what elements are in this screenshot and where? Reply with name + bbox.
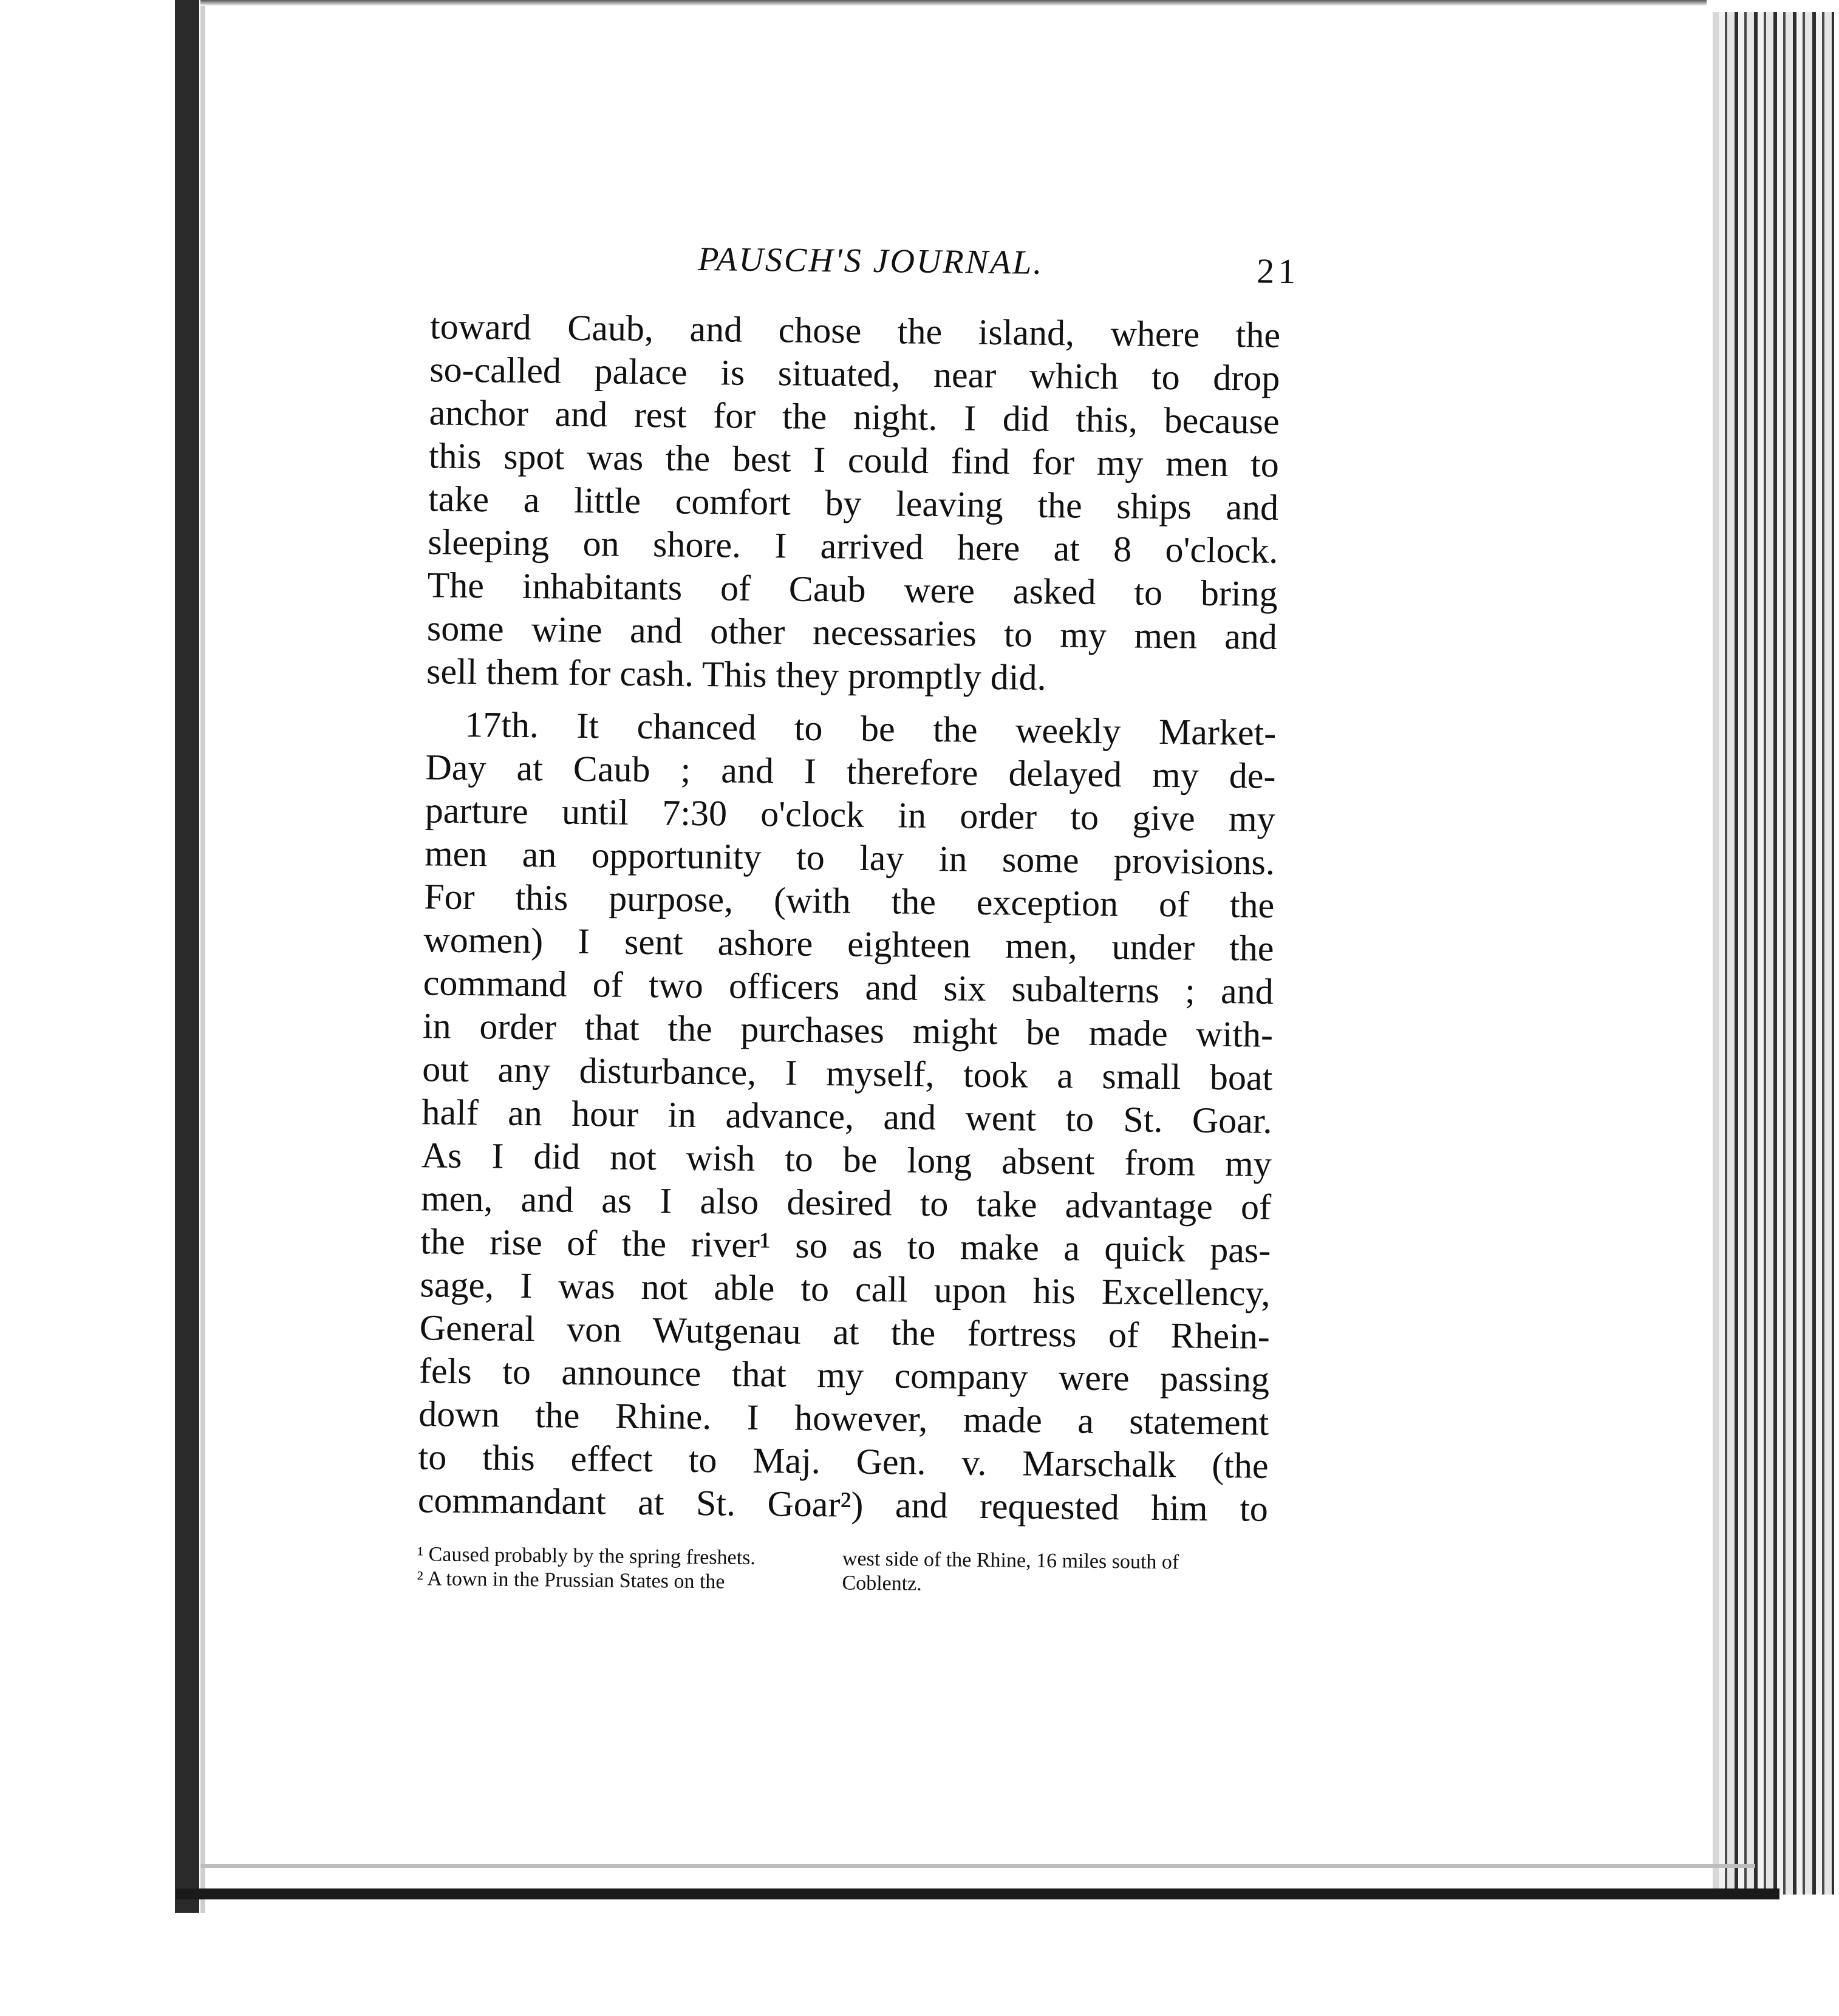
- text-line: men, and as I also desired to take advantage of: [420, 1178, 1272, 1227]
- text-line: The inhabitants of Caub were asked to bring: [427, 565, 1278, 614]
- text-line: fels to announce that my company were passing: [418, 1350, 1270, 1400]
- page-bottom-edge: [200, 1864, 1755, 1868]
- book-page: [398, 219, 1300, 1685]
- book-bottom-border: [176, 1888, 1779, 1899]
- footnotes-left-column: [417, 1542, 756, 1595]
- text-line: this spot was the best I could find for my men to: [428, 435, 1280, 485]
- binding-shadow: [175, 0, 199, 1913]
- text-line: General von Wutgenau at the fortress of Rhein-: [419, 1307, 1271, 1357]
- text-line: sleeping on shore. I arrived here at 8 o'clock.: [428, 522, 1278, 571]
- text-line: As I did not wish to be long absent from my: [421, 1135, 1272, 1184]
- text-line: For this purpose, (with the exception of the: [423, 876, 1275, 925]
- footnote-line: ¹ Caused probably by the spring freshets.: [417, 1543, 756, 1570]
- text-line: down the Rhine. I however, made a statement: [418, 1394, 1269, 1443]
- text-line: women) I sent ashore eighteen men, under the: [423, 919, 1274, 969]
- text-line: Day at Caub ; and I therefore delayed my de-: [425, 747, 1276, 796]
- text-line: commandant at St. Goar²) and requested him to: [417, 1480, 1269, 1529]
- text-line: in order that the purchases might be made with-: [422, 1006, 1274, 1055]
- page-top-edge: [200, 0, 1707, 6]
- text-line: sage, I was not able to call upon his Excellency,: [420, 1264, 1271, 1313]
- body-text: [418, 305, 1281, 1531]
- text-line: take a little comfort by leaving the ships and: [428, 478, 1279, 528]
- text-line: the rise of the river¹ so as to make a quick pas-: [420, 1221, 1271, 1270]
- text-line: anchor and rest for the night. I did this, because: [429, 392, 1280, 441]
- book-block-edges: [1719, 12, 1834, 1895]
- footnote-line: west side of the Rhine, 16 miles south of: [842, 1547, 1179, 1574]
- text-line: toward Caub, and chose the island, where the: [429, 306, 1281, 355]
- text-line-para-start: 17th. It chanced to be the weekly Market-: [464, 704, 1277, 753]
- page-number: 21: [1256, 251, 1300, 291]
- footnote-line: Coblentz.: [842, 1572, 922, 1595]
- text-line: out any disturbance, I myself, took a small boat: [421, 1049, 1273, 1098]
- text-line: so-called palace is situated, near which to drop: [429, 349, 1280, 398]
- text-line: parture until 7:30 o'clock in order to give my: [425, 790, 1276, 839]
- text-line: some wine and other necessaries to my men and: [426, 608, 1278, 657]
- binding-edge: [200, 0, 205, 1913]
- footnote-line: ² A town in the Prussian States on the: [417, 1567, 725, 1593]
- running-title: PAUSCH'S JOURNAL.: [698, 240, 1044, 282]
- text-line: half an hour in advance, and went to St. Goar.: [421, 1092, 1272, 1141]
- footnotes: [399, 1542, 1286, 1595]
- footnotes-right-column: [842, 1547, 1179, 1599]
- text-line: men an opportunity to lay in some provisions.: [424, 833, 1275, 882]
- text-line: to this effect to Maj. Gen. v. Marschalk (the: [418, 1437, 1269, 1486]
- text-line: command of two officers and six subalterns ; and: [423, 962, 1274, 1012]
- text-line-last: sell them for cash. This they promptly did.: [426, 651, 1046, 698]
- running-head: [412, 237, 1300, 291]
